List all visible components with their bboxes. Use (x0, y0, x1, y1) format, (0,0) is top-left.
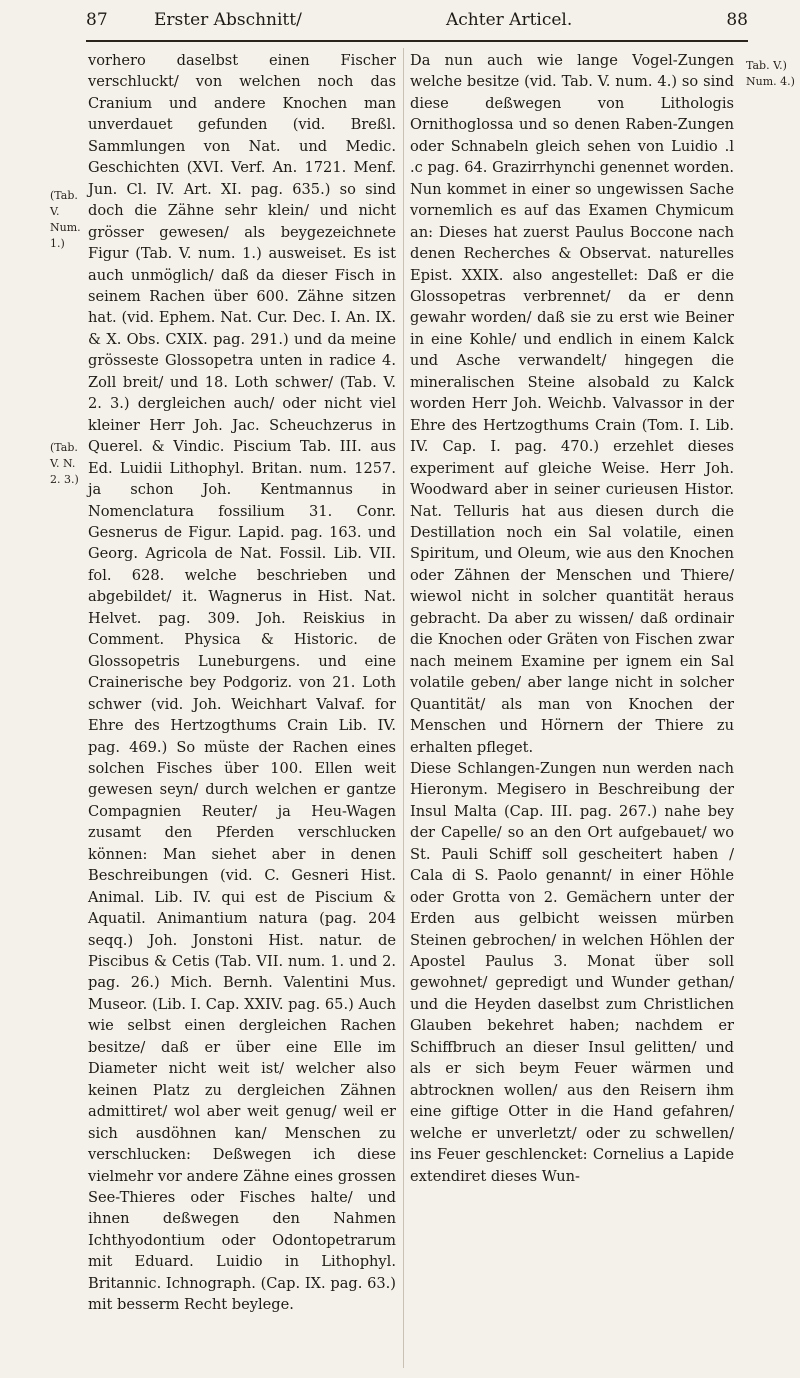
right-column (410, 50, 734, 1187)
page-number-right: 88 (726, 10, 748, 30)
margin-note-left-1: (Tab. V. Num. 1.) (50, 189, 81, 250)
column-divider (403, 48, 404, 1368)
chapter-title: Achter Articel. (446, 10, 573, 30)
right-paragraph-2: Diese Schlangen-Zungen nun werden nach Hieronym. Megisero in Beschreibung der Insul Malta (Cap. III. pag. 267.) nahe bey der Capelle/ so an den Ort aufgebauet/ wo St. Pauli Schiff soll gescheitert haben / Cala di S. Paolo genannt/ in einer Höhle oder Grotta von 2. Gemächern unter der Erden aus gelbicht weissen mürben Steinen gebrochen/ in welchen Höhlen der Apostel Paulus 3. Monat über soll gewohnet/ gepredigt und Wunder gethan/ und die Heyden daselbst zum Christlichen Glauben bekehret haben; nachdem er Schiffbruch an dieser Insul gelitten/ und als er sich beym Feuer wärmen und abtrocknen wollen/ aus den Reisern ihm eine giftige Otter in die Hand gefahren/ welche er unverletzt/ oder zu schwellen/ ins Feuer geschlencket: Cornelius a Lapide extendiret dieses Wun- (410, 759, 734, 1185)
header-rule (86, 40, 748, 42)
running-header (86, 6, 748, 34)
section-title: Erster Abschnitt/ (154, 10, 302, 30)
right-paragraph-1: Da nun auch wie lange Vogel-Zungen welche besitze (vid. Tab. V. num. 4.) so sind diese deßwegen von Lithologis Ornithoglossa und so denen Raben-Zungen oder Schnabeln gleich sehen von Luidio .l .c pag. 64. Grazirrhynchi genennet worden. Nun kommet in einer so ungewissen Sache vornemlich es auf das Examen Chymicum an: Dieses hat zuerst Paulus Boccone nach denen Recherches & Observat. naturelles Epist. XXIX. also angestellet: Daß er die Glossopetras verbrennet/ da er denn gewahr worden/ daß sie zu erst wie Beiner in eine Kohle/ und endlich in einem Kalck und Asche verwandelt/ hingegen die mineralischen Steine alsobald zu Kalck worden Herr Joh. Weichb. Valvassor in der Ehre des Hertzogthums Crain (Tom. I. Lib. IV. Cap. I. pag. 470.) erzehlet dieses experiment auf gleiche Weise. Herr Joh. Woodward aber in seiner curieusen Histor. Nat. Telluris hat aus diesen durch die Destillation noch ein Sal volatile, einen Spiritum, und Oleum, wie aus den Knochen oder Zähnen der Menschen und Thiere/ wiewol nicht in solcher quantität heraus gebracht. Da aber zu wissen/ daß ordinair die Knochen oder Gräten von Fischen zwar nach meinem Examine per ignem ein Sal volatile geben/ aber lange nicht in solcher Quantität/ als man von Knochen der Menschen und Hörnern der Thiere zu erhalten pfleget. (410, 52, 734, 756)
left-column (88, 50, 396, 1316)
margin-note-left-2: (Tab. V. N. 2. 3.) (50, 441, 79, 486)
margin-note-right-1: Tab. V.) Num. 4.) (746, 59, 795, 88)
page-number-left: 87 (86, 10, 108, 30)
left-paragraph: vorhero daselbst einen Fischer verschluckt/ von welchen noch das Cranium und andere Knochen man unverdauet gefunden (vid. Breßl. Sammlungen von Nat. und Medic. Geschichten (XVI. Verf. An. 1721. Menf. Jun. Cl. IV. Art. XI. pag. 635.) so sind doch die Zähne sehr klein/ und nicht grösser gewesen/ als beygezeichnete Figur (Tab. V. num. 1.) ausweiset. Es ist auch unmöglich/ daß da dieser Fisch in seinem Rachen über 600. Zähne sitzen hat. (vid. Ephem. Nat. Cur. Dec. I. An. IX. & X. Obs. CXIX. pag. 291.) und da meine grösseste Glossopetra unten in radice 4. Zoll breit/ und 18. Loth schwer/ (Tab. V. 2. 3.) dergleichen auch/ oder nicht viel kleiner Herr Joh. Jac. Scheuchzerus in Querel. & Vindic. Piscium Tab. III. aus Ed. Luidii Lithophyl. Britan. num. 1257. ja schon Joh. Kentmannus in Nomenclatura fossilium 31. Conr. Gesnerus de Figur. Lapid. pag. 163. und Georg. Agricola de Nat. Fossil. Lib. VII. fol. 628. welche beschrieben und abgebildet/ it. Wagnerus in Hist. Nat. Helvet. pag. 309. Joh. Reiskius in Comment. Physica & Historic. de Glossopetris Luneburgens. und eine Crainerische bey Podgoriz. von 21. Loth schwer (vid. Joh. Weichhart Valvaf. for Ehre des Hertzogthums Crain Lib. IV. pag. 469.) So müste der Rachen eines solchen Fisches über 100. Ellen weit gewesen seyn/ durch welchen er gantze Compagnien Reuter/ ja Heu-Wagen zusamt den Pferden verschlucken können: Man siehet aber in denen Beschreibungen (vid. C. Gesneri Hist. Animal. Lib. IV. qui est de Piscium & Aquatil. Animantium natura (pag. 204 seqq.) Joh. Jonstoni Hist. natur. de Piscibus & Cetis (Tab. VII. num. 1. und 2. pag. 26.) Mich. Bernh. Valentini Mus. Museor. (Lib. I. Cap. XXIV. pag. 65.) Auch wie selbst einen dergleichen Rachen besitze/ daß er über eine Elle im Diameter nicht weit ist/ welcher also keinen Platz zu dergleichen Zähnen admittiret/ wol aber weit genug/ weil er sich ausdöhnen kan/ Menschen zu verschlucken: Deßwegen ich diese vielmehr vor andere Zähne eines grossen See-Thieres oder Fisches halte/ und ihnen deßwegen den Nahmen Ichthyodontium oder Odontopetrarum mit Eduard. Luidio in Lithophyl. Britannic. Ichnograph. (Cap. IX. pag. 63.) mit besserm Recht beylege. (88, 52, 396, 1314)
